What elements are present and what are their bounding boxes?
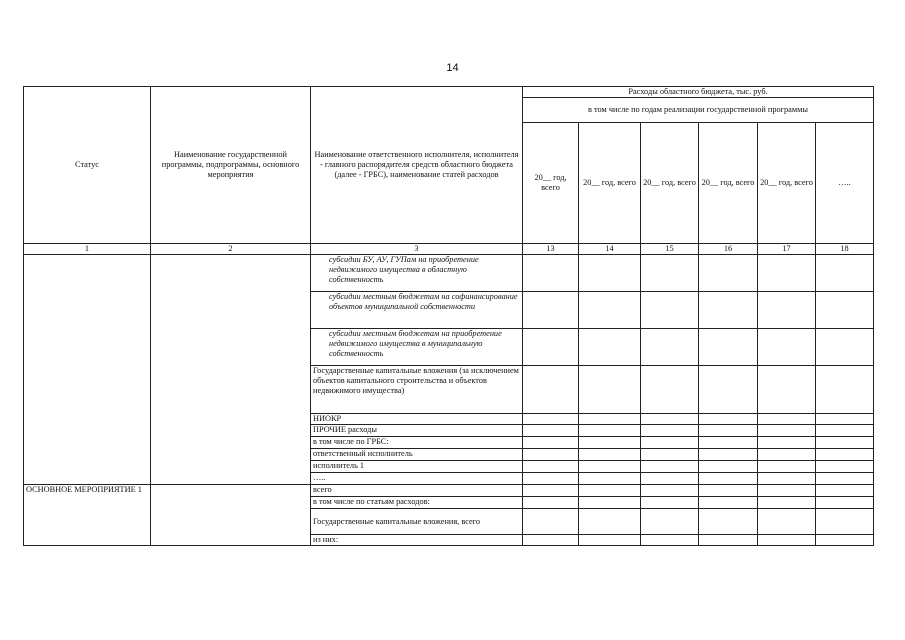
header-year-col: 20__ год, всего <box>641 123 699 244</box>
table-row <box>24 485 874 497</box>
expense-item: в том числе по ГРБС: <box>311 437 523 449</box>
header-year-col: 20__ год, всего <box>579 123 641 244</box>
col-number: 15 <box>641 244 699 255</box>
col-number: 1 <box>24 244 151 255</box>
status-cell <box>24 255 151 485</box>
main-activity-program-cell <box>151 485 311 546</box>
header-year-col: ….. <box>816 123 874 244</box>
budget-table <box>23 86 874 546</box>
table-row <box>24 255 874 292</box>
page-number: 14 <box>446 62 459 74</box>
header-years-subtitle: в том числе по годам реализации государственной программы <box>523 98 874 123</box>
col-number: 14 <box>579 244 641 255</box>
expense-item: ответственный исполнитель <box>311 449 523 461</box>
expense-item: в том числе по статьям расходов: <box>311 497 523 509</box>
expense-item: ….. <box>311 473 523 485</box>
header-status: Статус <box>24 87 151 244</box>
main-activity-label: ОСНОВНОЕ МЕРОПРИЯТИЕ 1 <box>24 485 151 546</box>
expense-item: ПРОЧИЕ расходы <box>311 425 523 437</box>
column-numbers-row <box>24 244 874 255</box>
expense-item: субсидии местным бюджетам на софинансирование объектов муниципальной собственности <box>311 292 523 329</box>
expense-item: субсидии БУ, АУ, ГУПам на приобретение недвижимого имущества в областную собственность <box>311 255 523 292</box>
header-year-col: 20__ год, всего <box>699 123 758 244</box>
header-program-name: Наименование государственной программы, подпрограммы, основного мероприятия <box>151 87 311 244</box>
col-number: 18 <box>816 244 874 255</box>
header-executor: Наименование ответственного исполнителя, исполнителя - главного распорядителя средств областного бюджета (далее - ГРБС), наименование статей расходов <box>311 87 523 244</box>
expense-item: Государственные капитальные вложения (за исключением объектов капитального строительства и объектов недвижимого имущества) <box>311 366 523 414</box>
expense-item: всего <box>311 485 523 497</box>
expense-item: субсидии местным бюджетам на приобретение недвижимого имущества в муниципальную собственность <box>311 329 523 366</box>
header-year-col: 20__ год, всего <box>523 123 579 244</box>
col-number: 16 <box>699 244 758 255</box>
header-year-col: 20__ год, всего <box>758 123 816 244</box>
expense-item: Государственные капитальные вложения, всего <box>311 509 523 535</box>
col-number: 3 <box>311 244 523 255</box>
col-number: 13 <box>523 244 579 255</box>
program-cell <box>151 255 311 485</box>
expense-item: исполнитель 1 <box>311 461 523 473</box>
header-budget-title: Расходы областного бюджета, тыс. руб. <box>523 87 874 98</box>
expense-item: НИОКР <box>311 414 523 425</box>
col-number: 17 <box>758 244 816 255</box>
expense-item: из них: <box>311 535 523 546</box>
col-number: 2 <box>151 244 311 255</box>
